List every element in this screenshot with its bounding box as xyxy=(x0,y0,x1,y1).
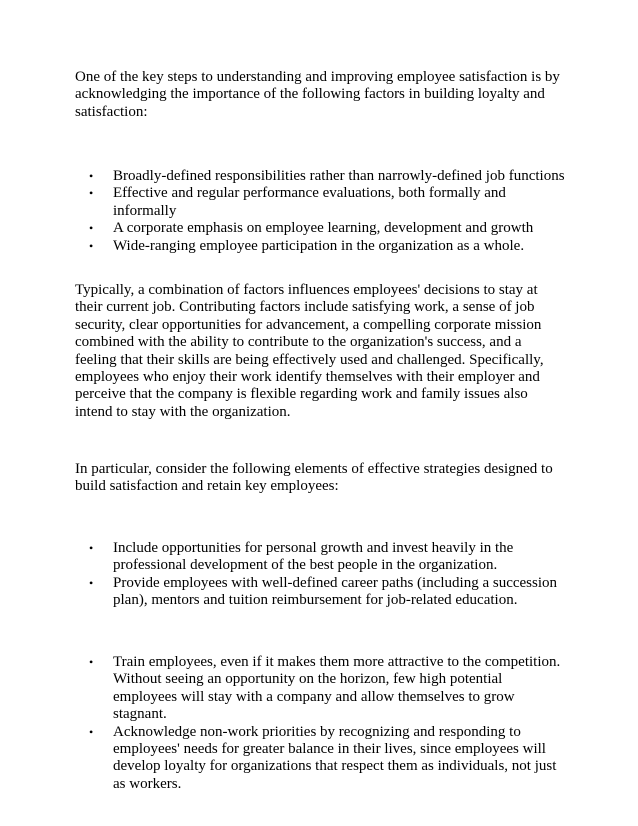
list-item-text: Acknowledge non-work priorities by recognizing and responding to employees' needs for greater balance in their lives, since employees will develop loyalty for organizations that respect them as individuals, not just as workers. xyxy=(113,723,557,792)
bullet-icon: • xyxy=(89,169,94,183)
list-item-text: Broadly-defined responsibilities rather than narrowly-defined job functions xyxy=(113,168,565,184)
list-item xyxy=(75,185,570,220)
strategies-intro-paragraph: In particular, consider the following elements of effective strategies designed to build satisfaction and retain key employees: xyxy=(75,461,553,495)
strategies-list-2 xyxy=(75,654,570,793)
bullet-icon: • xyxy=(89,575,94,590)
list-item xyxy=(75,724,570,794)
bullet-icon: • xyxy=(89,724,94,739)
list-item-text: Include opportunities for personal growth and invest heavily in the professional development of the best people in the organization. xyxy=(113,540,514,574)
list-item xyxy=(75,575,570,610)
list-item-text: A corporate emphasis on employee learning, development and growth xyxy=(113,220,534,237)
bullet-icon: • xyxy=(89,186,94,201)
strategies-list-1 xyxy=(75,540,570,610)
list-item-text: Provide employees with well-defined career paths (including a succession plan), mentors and tuition reimbursement for job-related education. xyxy=(113,574,558,609)
list-item xyxy=(75,540,570,575)
list-item-text: Wide-ranging employee participation in the organization as a whole. xyxy=(113,237,525,254)
list-item-text: Effective and regular performance evaluations, both formally and informally xyxy=(113,185,506,219)
list-item-text: Train employees, even if it makes them more attractive to the competition. Without seeing an opportunity on the horizon, few high potential employees will stay with a company and allow themselves to grow stagnant. xyxy=(113,654,561,723)
list-item xyxy=(75,654,570,724)
retention-factors-paragraph: Typically, a combination of factors influences employees' decisions to stay at their current job. Contributing factors include satisfying work, a sense of job security, clear opportunities for advancement, a compelling corporate mission combined with the ability to contribute to the organization's success, and a feeling that their skills are being effectively used and challenged. Specifically, employees who enjoy their work identify themselves with their employer and perceive that the company is flexible regarding work and family issues also intend to stay with the organization. xyxy=(75,282,544,420)
list-item xyxy=(75,220,570,237)
list-item xyxy=(75,238,570,255)
list-item xyxy=(75,168,570,185)
intro-paragraph: One of the key steps to understanding and improving employee satisfaction is by acknowledging the importance of the following factors in building loyalty and satisfaction: xyxy=(75,69,560,120)
bullet-icon: • xyxy=(89,541,94,555)
bullet-icon: • xyxy=(89,238,94,253)
bullet-icon: • xyxy=(89,655,94,669)
bullet-icon: • xyxy=(89,221,94,236)
loyalty-factors-list xyxy=(75,168,570,255)
